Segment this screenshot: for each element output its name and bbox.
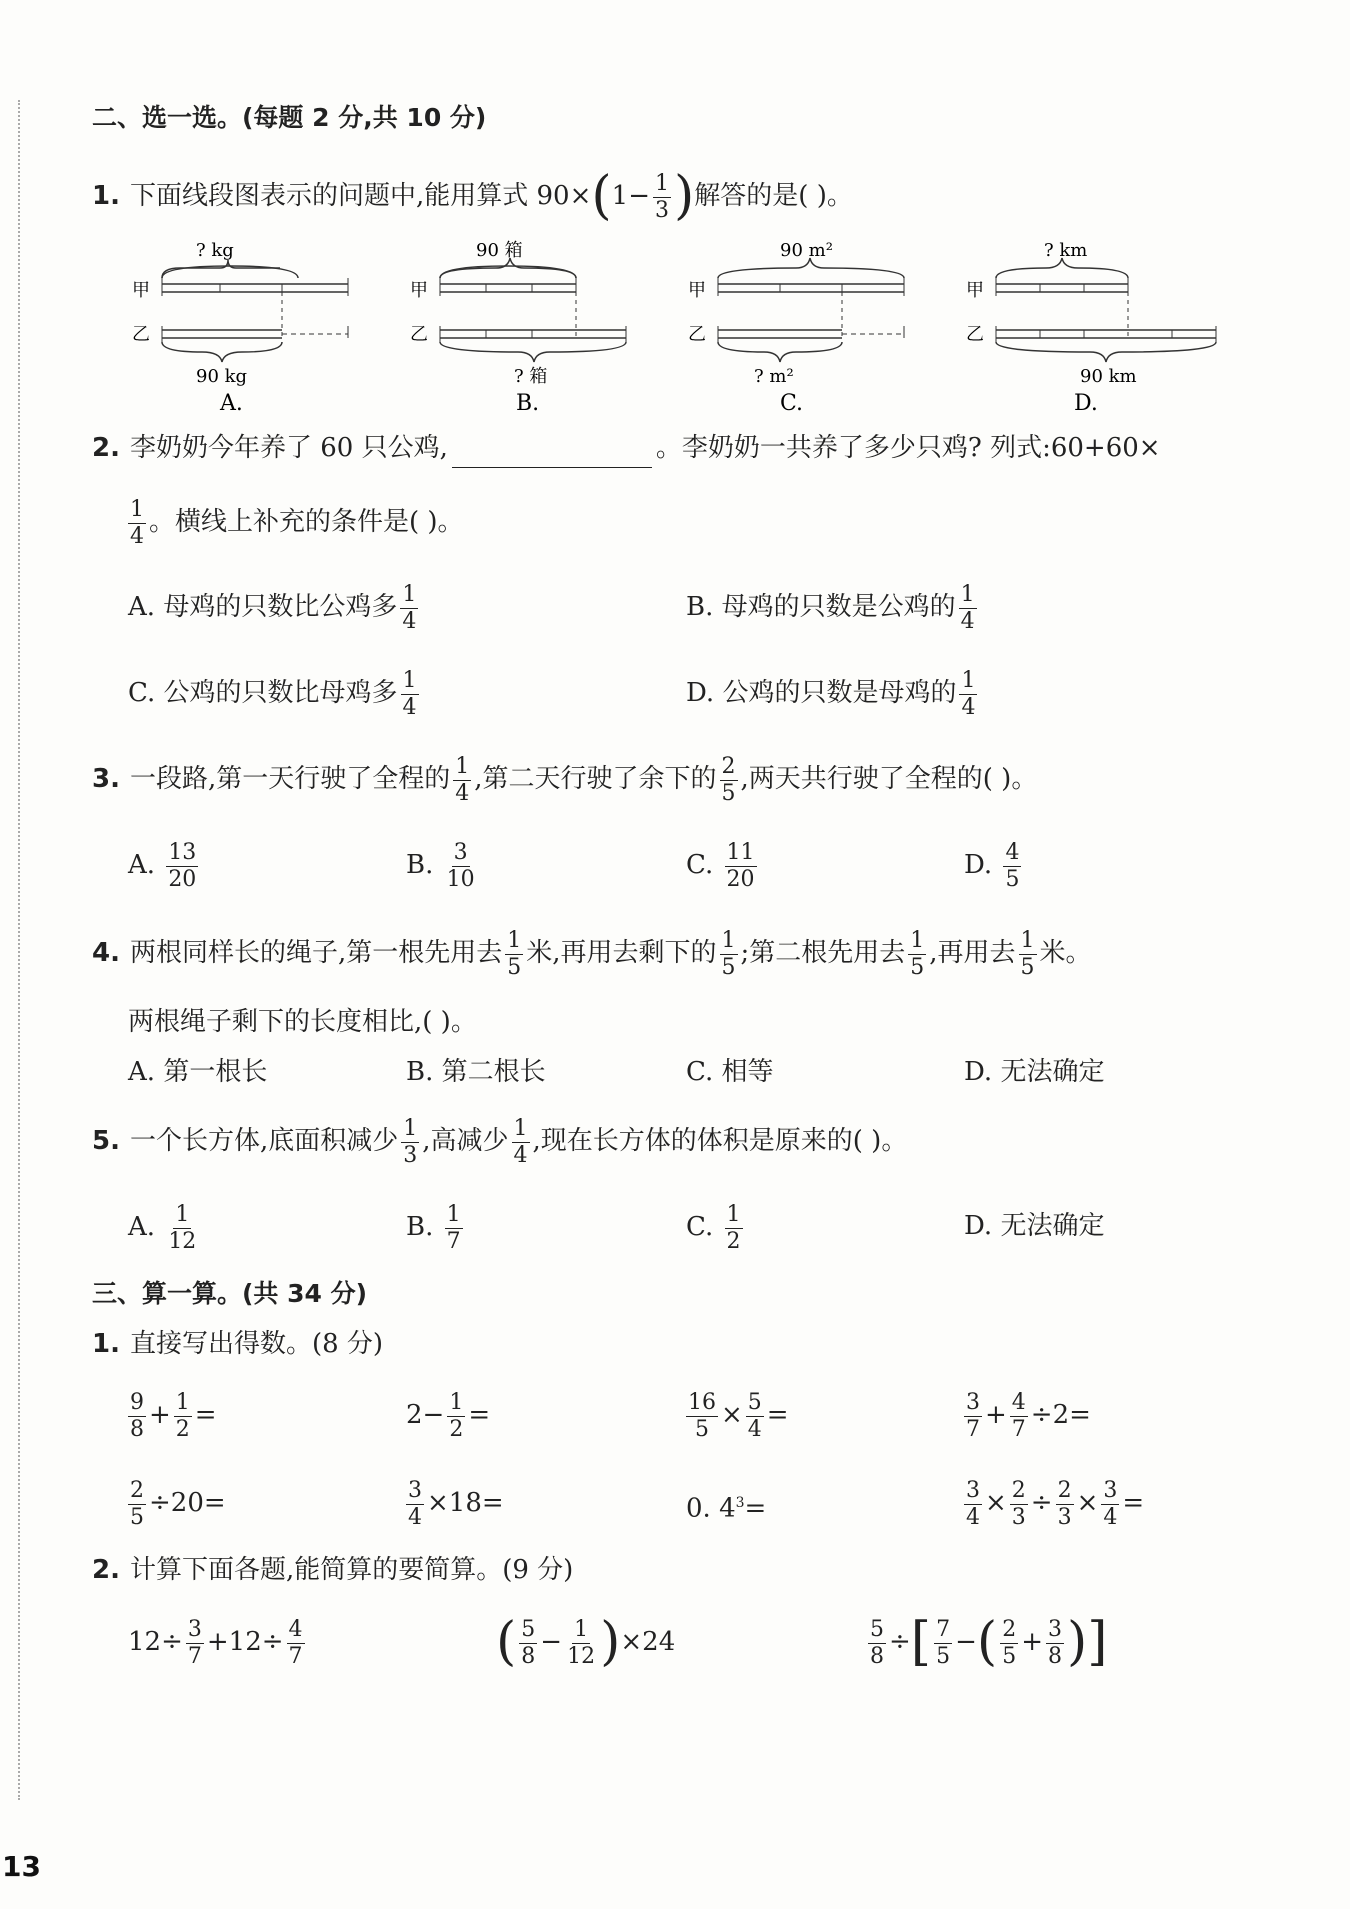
diagram-c <box>688 240 904 416</box>
q2-number: 2. <box>92 433 120 463</box>
q2-text3: 。横线上补充的条件是( )。 <box>149 507 464 537</box>
q1-expr-one: 1− <box>611 181 650 211</box>
diagram-d <box>966 240 1216 416</box>
q2-line-1 <box>92 428 1161 468</box>
q2-text2: 。李奶奶一共养了多少只鸡? 列式:60+60× <box>655 433 1161 463</box>
q5-option-d: D. 无法确定 <box>964 1211 1105 1241</box>
calc-expression-2: ( $\frac{5}{8}$ − $\frac{1}{12}$ )×24 <box>496 1612 676 1673</box>
q1-text-before: 下面线段图表示的问题中,能用算式 90× <box>129 181 592 211</box>
calc-item: $\frac{3}{4}$ ×18= <box>408 1477 504 1530</box>
q5-option-a: A. $\frac{1}{12}$ <box>128 1201 197 1254</box>
q3-option-d: D. $\frac{4}{5}$ <box>964 839 1020 892</box>
paren-right: ) <box>674 166 695 227</box>
q1-text-after: 解答的是( )。 <box>694 181 853 211</box>
q1-number: 1. <box>92 181 120 211</box>
svg-text:甲: 甲 <box>688 280 706 301</box>
s3-q2-title-line: 2. 计算下面各题,能简算的要简算。(9 分) <box>92 1555 574 1585</box>
q4-line-1: 4. 两根同样长的绳子,第一根先用去 $\frac{1}{5}$ 米,再用去剩下的 $\frac{1}{5}$ ;第二根先用去 $\frac{1}{5}$ ,再用去 $\frac{1}{5}$ 米。 <box>92 927 1092 980</box>
binding-margin-line <box>18 100 20 1800</box>
calc-item: $\frac{2}{5}$ ÷20= <box>130 1477 226 1530</box>
q2-option-d: D. 公鸡的只数是母鸡的 $\frac{1}{4}$ <box>686 667 976 720</box>
svg-text:C.: C. <box>780 391 804 416</box>
fraction: $\frac{1}{3}$ <box>655 170 669 223</box>
diagram-a <box>132 240 348 416</box>
q4-option-c: C. 相等 <box>686 1057 774 1087</box>
q2-option-b: B. 母鸡的只数是公鸡的 $\frac{1}{4}$ <box>686 581 975 634</box>
section-3-title: 三、算一算。(共 34 分) <box>92 1279 368 1308</box>
calc-item: 0. $4^3=$ <box>686 1493 767 1524</box>
calc-expression-3: $\frac{5}{8}$ ÷[ $\frac{7}{5}$ −( $\frac{2}{5}$ + $\frac{3}{8}$ )] <box>870 1612 1108 1673</box>
fraction: $\frac{1}{4}$ <box>130 496 144 549</box>
top-label: ? kg <box>196 240 234 261</box>
q5-option-b: B. $\frac{1}{7}$ <box>406 1201 461 1254</box>
section-2-title: 二、选一选。(每题 2 分,共 10 分) <box>92 103 487 132</box>
q1-segment-diagrams <box>120 238 1240 418</box>
q3-option-b: B. $\frac{3}{10}$ <box>406 839 475 892</box>
svg-text:? 箱: ? 箱 <box>514 366 548 387</box>
q5-option-c: C. $\frac{1}{2}$ <box>686 1201 741 1254</box>
svg-text:B.: B. <box>516 391 540 416</box>
calc-expression-1: 12÷ $\frac{3}{7}$ +12÷ $\frac{4}{7}$ <box>128 1616 303 1669</box>
svg-text:乙: 乙 <box>688 324 706 345</box>
svg-text:90 箱: 90 箱 <box>476 240 523 261</box>
q2-text1: 李奶奶今年养了 60 只公鸡, <box>129 433 448 463</box>
q3-option-c: C. $\frac{11}{20}$ <box>686 839 755 892</box>
svg-text:甲: 甲 <box>966 280 984 301</box>
q4-line-2: 两根绳子剩下的长度相比,( )。 <box>128 1007 477 1037</box>
q2-option-a: A. 母鸡的只数比公鸡多 $\frac{1}{4}$ <box>128 581 417 634</box>
calc-item: $\frac{3}{7}$ + $\frac{4}{7}$ ÷2= <box>966 1389 1091 1442</box>
svg-text:乙: 乙 <box>410 324 428 345</box>
svg-text:90 m²: 90 m² <box>780 240 833 261</box>
svg-text:乙: 乙 <box>966 324 984 345</box>
calc-item: $\frac{16}{5}$ × $\frac{5}{4}$ = <box>688 1389 789 1442</box>
fill-blank[interactable] <box>452 441 652 468</box>
svg-text:? m²: ? m² <box>754 366 794 387</box>
q2-option-c: C. 公鸡的只数比母鸡多 $\frac{1}{4}$ <box>128 667 417 720</box>
svg-text:90 km: 90 km <box>1080 366 1137 387</box>
q1-line <box>92 166 853 227</box>
label-jia: 甲 <box>132 280 150 301</box>
calc-item: 2− $\frac{1}{2}$ = <box>406 1389 491 1442</box>
q2-line-2 <box>128 494 464 550</box>
label-yi: 乙 <box>132 324 150 345</box>
svg-text:D.: D. <box>1074 391 1098 416</box>
bottom-label: 90 kg <box>196 366 248 387</box>
q4-option-b: B. 第二根长 <box>406 1057 546 1087</box>
svg-text:? km: ? km <box>1044 240 1088 261</box>
option-letter: A. <box>220 391 243 416</box>
q4-option-d: D. 无法确定 <box>964 1057 1105 1087</box>
q3-option-a: A. $\frac{13}{20}$ <box>128 839 197 892</box>
paren-left: ( <box>591 166 612 227</box>
q3-line: 3. 一段路,第一天行驶了全程的 $\frac{1}{4}$ ,第二天行驶了余下的 $\frac{2}{5}$ ,两天共行驶了全程的( )。 <box>92 753 1038 806</box>
s3-q1-title-line: 1. 直接写出得数。(8 分) <box>92 1329 384 1359</box>
calc-item: $\frac{3}{4}$ × $\frac{2}{3}$ ÷ $\frac{2}{3}$ × $\frac{3}{4}$ = <box>966 1477 1145 1530</box>
svg-text:甲: 甲 <box>410 280 428 301</box>
q4-option-a: A. 第一根长 <box>128 1057 268 1087</box>
calc-item: $\frac{9}{8}$ + $\frac{1}{2}$ = <box>130 1389 217 1442</box>
page-number: 13 <box>2 1850 41 1883</box>
diagram-b <box>410 240 626 416</box>
q5-line: 5. 一个长方体,底面积减少 $\frac{1}{3}$ ,高减少 $\frac{1}{4}$ ,现在长方体的体积是原来的( )。 <box>92 1115 908 1168</box>
